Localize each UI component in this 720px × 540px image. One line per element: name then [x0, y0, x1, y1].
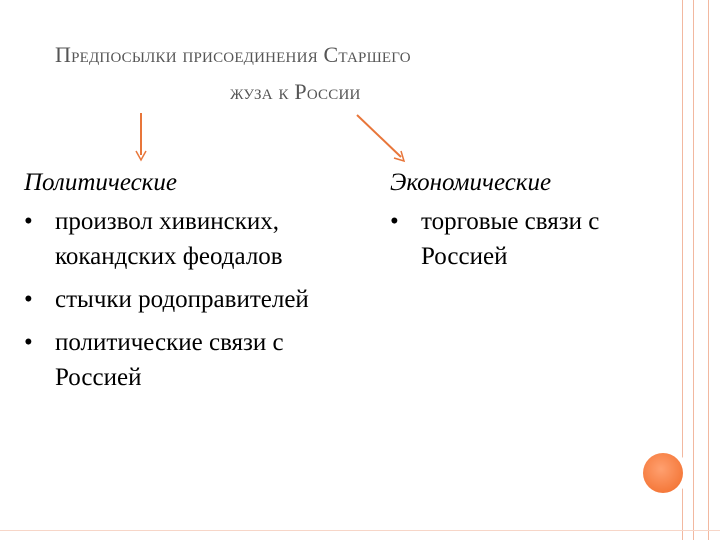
list-item-text: стычки родоправителей [55, 286, 309, 313]
arrow-down-right [357, 115, 404, 161]
bullet-icon: • [390, 208, 399, 235]
list-item-text: торговые связи с Россией [421, 208, 600, 270]
bullet-icon: • [24, 208, 33, 235]
economic-heading: Экономические [390, 169, 552, 196]
list-item [24, 325, 354, 395]
political-column [24, 165, 354, 403]
political-heading: Политические [24, 169, 177, 196]
slide-title-line-2: жуза к России [230, 79, 361, 104]
economic-column [390, 165, 670, 282]
list-item-text: произвол хивинских, кокандских феодалов [55, 208, 283, 270]
list-item [390, 204, 670, 274]
list-item [24, 204, 354, 274]
arrow-down-left [136, 113, 146, 160]
bullet-icon: • [24, 329, 33, 356]
list-item-text: политические связи с Россией [55, 329, 284, 391]
list-item [24, 282, 354, 317]
bullet-icon: • [24, 286, 33, 313]
slide-title-line-1: Предпосылки присоединения Старшего [55, 42, 411, 67]
